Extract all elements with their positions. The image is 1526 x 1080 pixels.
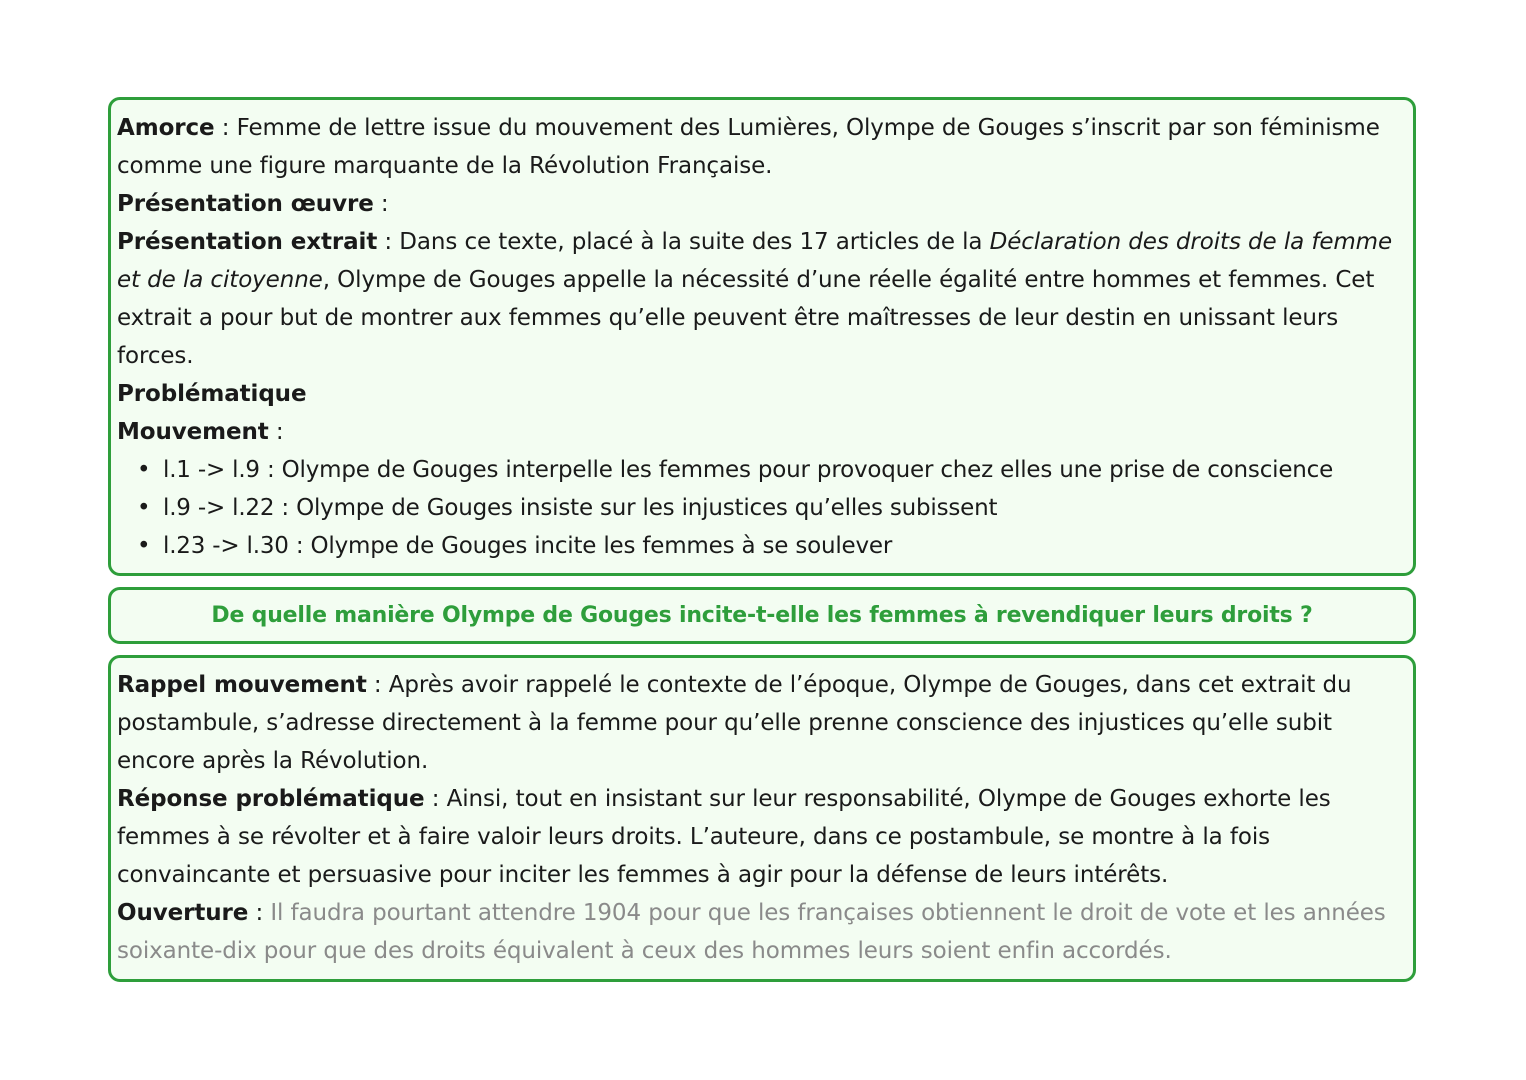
rappel-label: Rappel mouvement xyxy=(117,672,367,698)
movement-text: l.9 -> l.22 : Olympe de Gouges insiste sur les injustices qu’elles subissent xyxy=(163,495,998,521)
amorce-text: : Femme de lettre issue du mouvement des Lumières, Olympe de Gouges s’inscrit par son féminisme comme une figure marquante de la Révolution Française. xyxy=(117,115,1380,179)
ouverture-text: Il faudra pourtant attendre 1904 pour que les françaises obtiennent le droit de vote et les années soixante-dix pour que des droits équivalent à ceux des hommes leurs soient enfin accordés. xyxy=(117,900,1386,964)
presentation-oeuvre-text: : xyxy=(373,191,389,217)
rappel-text: : Après avoir rappelé le contexte de l’époque, Olympe de Gouges, dans cet extrait du postambule, s’adresse directement à la femme pour qu’elle prenne conscience des injustices qu’elle subit encore après la Révolution. xyxy=(117,672,1352,774)
problematique-label: Problématique xyxy=(117,381,307,407)
list-item xyxy=(137,489,1407,527)
conclusion-box xyxy=(108,655,1416,982)
problematique-question: De quelle manière Olympe de Gouges incite-t-elle les femmes à revendiquer leurs droits ? xyxy=(211,603,1313,628)
problematique-box xyxy=(108,587,1416,644)
presentation-extrait-label: Présentation extrait xyxy=(117,229,378,255)
presentation-extrait-text-1: : Dans ce texte, placé à la suite des 17 articles de la xyxy=(377,229,990,255)
ouverture-label: Ouverture xyxy=(117,900,249,926)
mouvement-paragraph xyxy=(117,413,1407,451)
movements-list xyxy=(117,451,1407,565)
reponse-label: Réponse problématique xyxy=(117,786,425,812)
presentation-extrait-paragraph xyxy=(117,223,1407,375)
amorce-label: Amorce xyxy=(117,115,215,141)
ouverture-paragraph xyxy=(117,894,1407,970)
ouverture-separator: : xyxy=(248,900,271,926)
movement-text: l.23 -> l.30 : Olympe de Gouges incite les femmes à se soulever xyxy=(163,533,893,559)
problematique-paragraph xyxy=(117,375,1407,413)
reponse-paragraph xyxy=(117,780,1407,894)
list-item xyxy=(137,451,1407,489)
mouvement-text: : xyxy=(268,419,284,445)
movement-text: l.1 -> l.9 : Olympe de Gouges interpelle les femmes pour provoquer chez elles une prise de conscience xyxy=(163,457,1334,483)
amorce-paragraph xyxy=(117,109,1407,185)
list-item xyxy=(137,527,1407,565)
bullet-icon: • xyxy=(137,533,151,559)
bullet-icon: • xyxy=(137,457,151,483)
mouvement-label: Mouvement xyxy=(117,419,269,445)
bullet-icon: • xyxy=(137,495,151,521)
presentation-oeuvre-paragraph xyxy=(117,185,1407,223)
work-title: Déclaration des droits de la femme et de la citoyenne xyxy=(117,229,1393,293)
introduction-box xyxy=(108,97,1416,576)
presentation-oeuvre-label: Présentation œuvre xyxy=(117,191,374,217)
reponse-text: : Ainsi, tout en insistant sur leur responsabilité, Olympe de Gouges exhorte les femmes à se révolter et à faire valoir leurs droits. L’auteure, dans ce postambule, se montre à la fois convaincante et persuasive pour inciter les femmes à agir pour la défense de leurs intérêts. xyxy=(117,786,1331,888)
presentation-extrait-text-2: , Olympe de Gouges appelle la nécessité d’une réelle égalité entre hommes et femmes. Cet extrait a pour but de montrer aux femmes qu’elle peuvent être maîtresses de leur destin en unissant leurs forces. xyxy=(117,267,1375,369)
rappel-paragraph xyxy=(117,666,1407,780)
